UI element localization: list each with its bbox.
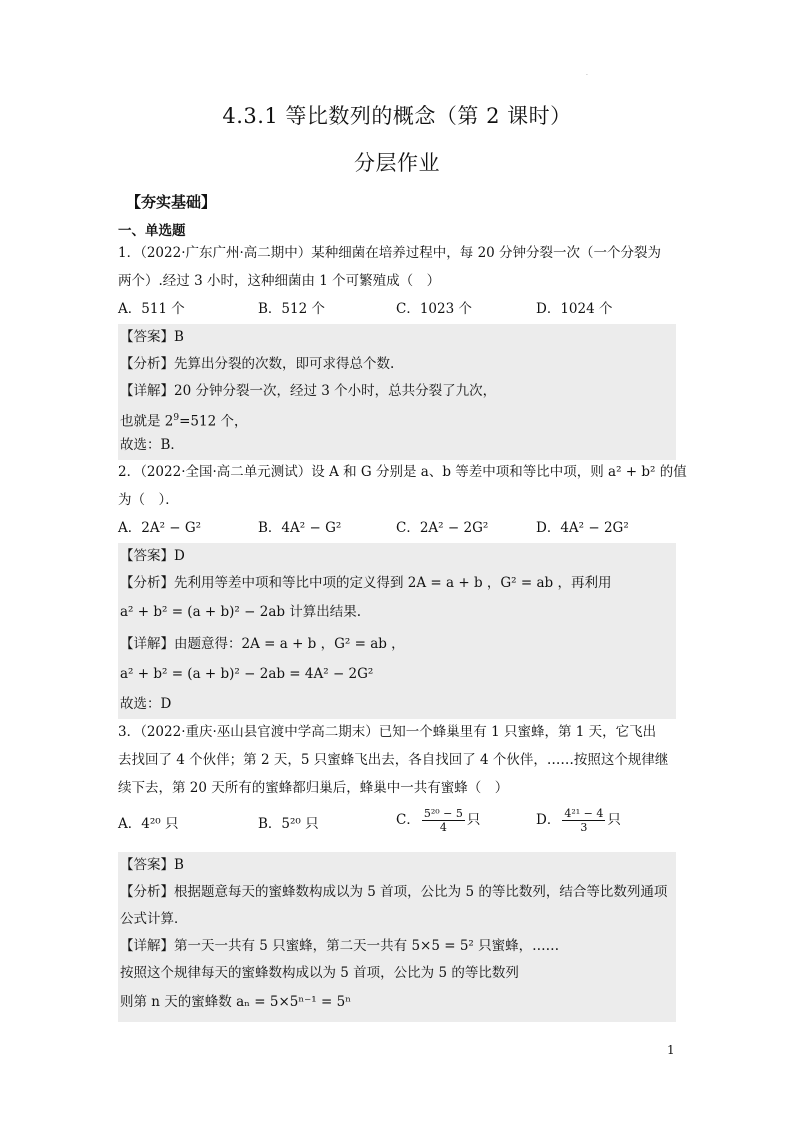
q2-answer: 【答案】D [120,548,185,564]
page-subtitle: 分层作业 [354,151,440,175]
q2-detail1: 【详解】由题意得：2A = a + b ，G² = ab ， [120,636,405,652]
q3-detail1: 【详解】第一天一共有 5 只蜜蜂，第二天一共有 5×5 = 5² 只蜜蜂，…… [120,938,560,954]
page-number: 1 [667,1043,675,1057]
q2-analysis: 【分析】先利用等差中项和等比中项的定义得到 2A = a + b ，G² = ab ，再利用 [120,575,612,591]
q1-line1: 1．（2022·广东广州·高二期中）某种细菌在培养过程中，每 20 分钟分裂一次（一个分裂为 [118,245,662,261]
q3-detail3: 则第 n 天的蜜蜂数 aₙ = 5×5ⁿ⁻¹ = 5ⁿ [120,994,352,1010]
q2-option-b: B．4A² − G² [258,520,342,536]
q1-detail1: 【详解】20 分钟分裂一次，经过 3 个小时，总共分裂了九次， [120,383,497,399]
q3-detail2: 按照这个规律每天的蜜蜂数构成以为 5 首项，公比为 5 的等比数列 [120,965,519,981]
question-type: 一、单选题 [118,223,186,239]
q1-option-d: D．1024 个 [536,301,613,317]
q2-analysis2: a² + b² = (a + b)² − 2ab 计算出结果. [120,604,362,620]
q2-result: 故选：D [120,696,172,712]
q2-option-d: D．4A² − 2G² [536,520,629,536]
q1-option-b: B．512 个 [258,301,325,317]
q3-line2: 去找回了 4 个伙伴；第 2 天，5 只蜜蜂飞出去，各自找回了 4 个伙伴，……按照这个规律继 [118,752,669,768]
q3-option-a: A．4²⁰ 只 [118,816,179,832]
q1-option-a: A．511 个 [118,301,185,317]
page-title: 4.3.1 等比数列的概念（第 2 课时） [222,104,572,128]
q3-analysis: 【分析】根据题意每天的蜜蜂数构成以为 5 首项，公比为 5 的等比数列，结合等比数列通项 [120,884,668,900]
q2-line1: 2．（2022·全国·高二单元测试）设 A 和 G 分别是 a、b 等差中项和等比中项，则 a² + b² 的值 [118,464,687,480]
q2-option-c: C．2A² − 2G² [396,520,489,536]
q3-answer: 【答案】B [120,857,184,873]
q2-answer-block [118,543,676,719]
q3-option-d: D． $\frac{\text{4²¹ − 4}}{3}$ 只 [536,807,621,834]
q3-line3: 续下去，第 20 天所有的蜜蜂都归巢后，蜂巢中一共有蜜蜂（ ） [118,780,509,796]
q2-detail2: a² + b² = (a + b)² − 2ab = 4A² − 2G² [120,666,374,682]
q3-option-c: C． $\frac{\text{5²⁰ − 5}}{4}$ 只 [396,807,481,834]
q1-answer: 【答案】B [120,329,184,345]
q2-line2: 为（ ）． [118,492,179,508]
section-label: 【夯实基础】 [126,193,217,211]
q3-option-b: B．5²⁰ 只 [258,816,319,832]
q1-result: 故选：B． [120,437,184,453]
q3-analysis2: 公式计算． [120,911,188,927]
q1-detail2: 也就是 $2^9=512$ 个， [120,413,248,430]
q2-option-a: A．2A² − G² [118,520,202,536]
q3-line1: 3．（2022·重庆·巫山县官渡中学高二期末）已知一个蜂巢里有 1 只蜜蜂，第 1 天，它飞出 [118,724,657,740]
q3-answer-block [118,852,676,1022]
q1-analysis: 【分析】先算出分裂的次数，即可求得总个数. [120,356,395,372]
q1-line2: 两个）.经过 3 小时，这种细菌由 1 个可繁殖成（ ） [118,273,441,289]
q1-answer-block [118,324,676,460]
q1-option-c: C．1023 个 [396,301,472,317]
decorative-dot: · [586,72,588,79]
